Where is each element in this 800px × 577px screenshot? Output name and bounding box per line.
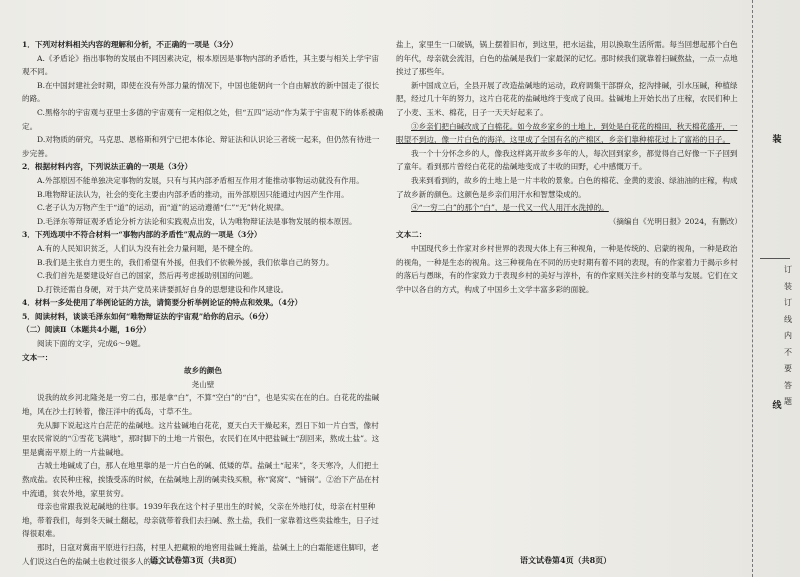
section-heading: （二）阅读Ⅱ（本题共4小题，16分）: [22, 325, 151, 335]
article-paragraph: 说我的故乡河北隆尧是一穷二白，那是拿“白”，不算“空白”的“白”，也是实实在在的白。白花花的盐碱地，风在沙土打转着，像汪洋中的孤岛，寸草不生。: [22, 393, 380, 417]
gutter-rule: [760, 258, 790, 259]
article-paragraph: 母亲也常跟我说起碱地的往事。1939年我在这个村子里出生的时候，父亲在外地打仗，母亲在村里种地，带着我们，每到冬天碱土翻起，母亲就带着我们去扫碱、熬土盐，我们一家靠着这些卖盐维生，日子过得很艰难。: [22, 502, 379, 539]
article-paragraph: 那时，日寇对冀南平原进行扫荡，村里人把藏粮的地窖用盐碱土掩盖，盐碱土上的白霜能遮住脚印，老人们说这白色的盐碱土也救过很多人的命。: [22, 542, 379, 566]
q3-option-b: B.我们是主张自力更生的，我们希望有外援，但我们不依赖外援，我们依靠自己的努力。: [37, 257, 334, 267]
gutter-char: 内: [784, 331, 792, 340]
gutter-char: 要: [784, 364, 792, 373]
gutter-char: 订: [784, 298, 792, 307]
q2-stem: 2．根据材料内容，下列说法正确的一项是（3分）: [22, 162, 193, 172]
article-author: 尧山壁: [191, 379, 215, 389]
right-column: [396, 38, 742, 296]
q2-option-c: C.老子认为万物产生于“道”的运动，而“道”的运动遵循“仁”“无”转化规律。: [37, 203, 289, 213]
gutter-char: 答: [784, 380, 792, 390]
article-paragraph: 先从脚下说起这片白茫茫的盐碱地。这片盐碱地白花花，夏天白天干燥起来，烈日下如一片白雪，像村里农民常说的“①雪花飞满地”，那时脚下的土地一片银色，农民们在风中把盐碱土“刮回来，熬成土盐”。这里是冀南平原上的一片盐碱地。: [22, 420, 380, 457]
q3-stem: 3．下列选项中不符合材料一“事物内部的矛盾性”观点的一项是（3分）: [22, 230, 262, 240]
q1-option-a: A.《矛盾论》指出事物的发展由不同因素决定，根本原因是事物内部的矛盾性，其主要与相关上学宇宙观不同。: [22, 53, 380, 77]
text2-paragraph: 中国现代乡土作家对乡村世界的表现大体上有三种视角，一种是传统的、启蒙的视角，一种是政治的视角，一种是生态的视角。这三种视角在不同的历史时期有着不同的表现，有的作家着力于揭示乡村的落后与愚昧，有的作家致力于表现乡村的美好与淳朴，有的作家则关注乡村的变革与发展。它们在文学中以各自的方式，构成了中国乡土文学丰富多彩的面貌。: [396, 243, 738, 294]
gutter-char: 线: [784, 314, 792, 324]
article-paragraph: 盐上，家里生一口破锅，锅上摆着旧布，到这里，把水运盐，用以换取生活所需。每当回想起那个白色的年代，母亲就会流泪，白色的盐碱是我们一家最深的记忆。那时候我们就靠着扫碱熬盐，一点一点地挨过了那些年。: [396, 40, 738, 77]
article-title: 故乡的颜色: [184, 366, 222, 376]
q2-option-a: A.外部原因不能单独决定事物的发展，只有与其内部矛盾相互作用才能推动事物运动就没有作用。: [37, 175, 364, 185]
q3-option-d: D.打铁还需自身硬，对于共产党员来讲要抓好自身的思想建设和作风建设。: [37, 284, 289, 294]
left-column: [22, 38, 384, 568]
q3-option-c: C.我们首先是要建设好自己的国家，然后再考虑援助别国的问题。: [37, 271, 258, 281]
article-paragraph: 新中国成立后，全县开展了改造盐碱地的运动，政府调集干部群众，挖沟排碱，引水压碱，种植绿肥，经过几十年的努力，这片白花花的盐碱地终于变成了良田。盐碱地上开始长出了庄稼，农民们种上了小麦、玉米、棉花，日子一天天好起来了。: [396, 80, 738, 117]
text2-label: 文本二：: [396, 230, 427, 240]
q1-option-b: B.在中国封建社会时期，即使在没有外部力量的情况下，中国也能朝向一个自由解放的新中国走了很长的路。: [22, 80, 380, 104]
gutter-binding-text: [781, 262, 795, 411]
page-footer-left: 语文试卷第3页（共8页）: [150, 555, 242, 565]
q3-option-a: A.有的人民知识贫乏，人们认为没有社会力量问题，是不健全的。: [37, 243, 258, 253]
article-paragraph: ③乡亲们把白碱改成了白棉花。如今故乡家乡的土地上，到处是白花花的棉田，秋天棉花盛开，一眼望不到边，像一片白色的海洋。这里成了全国有名的产棉区，乡亲们靠种棉花过上了富裕的日子。: [396, 121, 738, 145]
gutter-mark-bottom: 线: [772, 401, 782, 411]
gutter-mark-top: 装: [772, 135, 782, 145]
article-source: （摘编自《光明日报》2024，有删改）: [608, 216, 742, 226]
article-paragraph: 我一个十分怀念乡的人，像我这样离开故乡多年的人，每次回到家乡，都觉得自己好像一下子回到了童年。看到那片曾经白花花的盐碱地变成了丰收的田野，心中感慨万千。: [396, 148, 738, 172]
article-paragraph: 我来到看到的，故乡的土地上是一片丰收的景象。白色的棉花、金黄的麦浪、绿油油的庄稼，构成了故乡新的颜色。这颜色是乡亲们用汗水和智慧染成的。: [396, 175, 738, 199]
page-footer-right: 语文试卷第4页（共8页）: [520, 555, 612, 565]
q2-option-d: D.毛泽东等辩证观矛盾论分析方法论和实践观点出发，认为唯物辩证法是事物发展的根本原因。: [37, 216, 357, 226]
gutter-char: 订: [784, 265, 792, 274]
gutter-char: 不: [784, 347, 792, 357]
article-paragraph: ④“一穷二白”的那个“白”，是一代又一代人用汗水洗掉的。: [411, 203, 609, 213]
text1-label: 文本一：: [22, 352, 53, 362]
q2-option-b: B.唯物辩证法认为，社会的变化主要由内部矛盾的推动，而外部原因只能通过内因产生作用。: [37, 189, 349, 199]
gutter-char: 装: [784, 281, 792, 291]
q5-stem: 5．阅读材料，谈谈毛泽东如何“唯物辩证法的宇宙观”给你的启示。（6分）: [22, 311, 273, 321]
q4-stem: 4．材料一多处使用了举例论证的方法，请简要分析举例论证的特点和效果。（4分）: [22, 298, 303, 308]
q1-option-c: C.黑格尔的宇宙观与亚里士多德的宇宙观有一定相似之处，但“五四”运动“作为某于宇宙观下的体系被确定。: [22, 107, 384, 131]
article-paragraph: 古城土地碱成了白，那人在地里靠的是一片白色的碱、低矮的草。盐碱土“起来”，冬天寒冷，人们把土熬成盐。农民种庄稼，挨饿受冻的时候，在盐碱地上刮的碱卖钱买粮，称“窝窝”、“铺锅”。②治下产品在村中流通，贫农外地，家里贫穷。: [22, 461, 380, 498]
section-instruction: 阅读下面的文字，完成6～9题。: [37, 339, 146, 349]
q1-option-d: D.对物质的研究，马克思、恩格斯和列宁已把本体论、辩证法和认识论三者统一起来，但仍然有待进一步完善。: [22, 135, 380, 158]
q1-stem: 1．下列对材料相关内容的理解和分析，不正确的一项是（3分）: [22, 40, 238, 49]
gutter-char: 题: [784, 397, 792, 406]
